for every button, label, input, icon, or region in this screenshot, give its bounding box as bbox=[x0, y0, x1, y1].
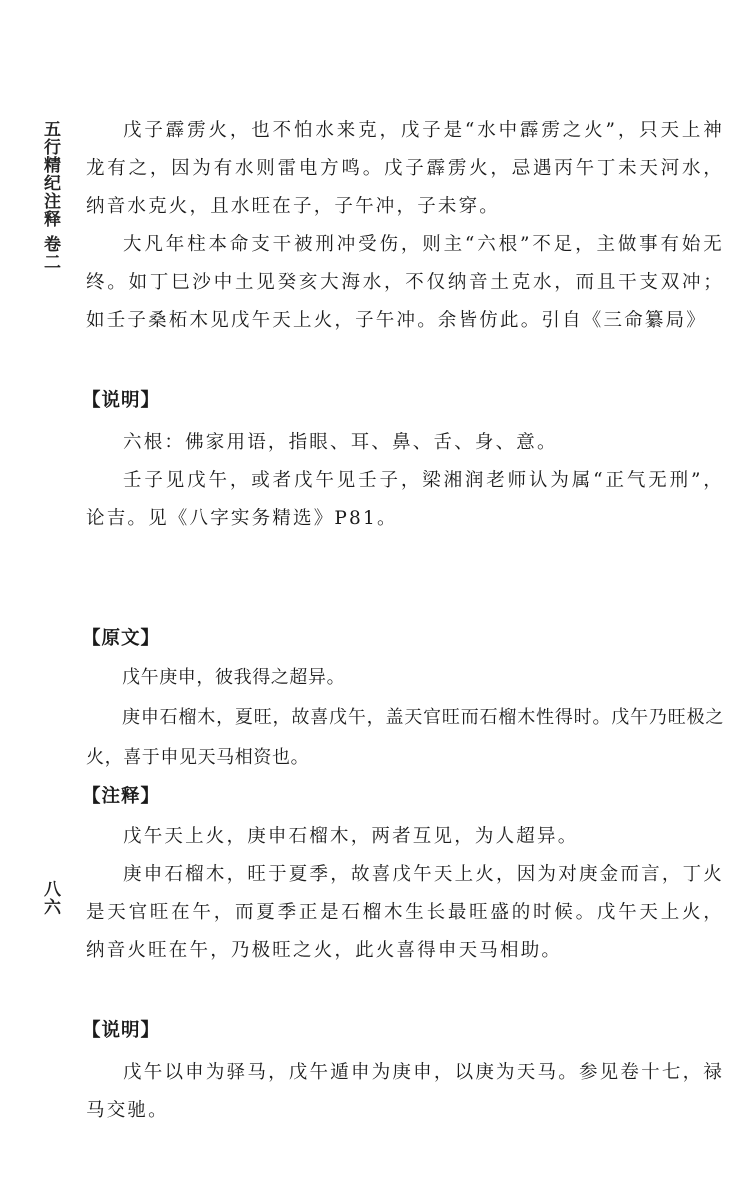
paragraph-2: 大凡年柱本命支干被刑冲受伤，则主“六根”不足，主做事有始无终。如丁巳沙中土见癸亥大海水，不仅纳音土克水，而且干支双冲；如壬子桑柘木见戊午天上火，子午冲。余皆仿此。引自《三命纂局》 bbox=[86, 234, 724, 331]
running-header-title: 五行精纪注释 卷二 bbox=[40, 120, 60, 271]
page-number: 八六 bbox=[40, 880, 60, 916]
note-paragraph-2: 壬子见戊午，或者戊午见壬子，梁湘润老师认为属“正气无刑”，论吉。见《八字实务精选》P81。 bbox=[86, 470, 724, 529]
heading-explanation-1: 【说明】 bbox=[82, 390, 161, 411]
heading-original-text: 【原文】 bbox=[82, 628, 161, 649]
original-paragraph-2: 庚申石榴木，夏旺，故喜戊午，盖天官旺而石榴木性得时。戊午乃旺极之火，喜于申见天马相资也。 bbox=[86, 707, 724, 768]
paragraph-1: 戊子霹雳火，也不怕水来克，戊子是“水中霹雳之火”，只天上神龙有之，因为有水则雷电方鸣。戊子霹雳火，忌遇丙午丁未天河水，纳音水克火，且水旺在子，子午冲，子未穿。 bbox=[86, 120, 724, 217]
heading-annotation: 【注释】 bbox=[82, 786, 161, 807]
explanation-paragraph: 戊午以申为驿马，戊午遁申为庚申，以庚为天马。参见卷十七，禄马交驰。 bbox=[86, 1062, 724, 1121]
original-paragraph-1: 戊午庚申，彼我得之超异。 bbox=[122, 667, 346, 688]
annotation-paragraph-1: 戊午天上火，庚申石榴木，两者互见，为人超异。 bbox=[123, 826, 579, 847]
heading-explanation-2: 【说明】 bbox=[82, 1020, 161, 1041]
note-paragraph-1: 六根：佛家用语，指眼、耳、鼻、舌、身、意。 bbox=[123, 432, 558, 453]
annotation-paragraph-2: 庚申石榴木，旺于夏季，故喜戊午天上火，因为对庚金而言，丁火是天官旺在午，而夏季正是石榴木生长最旺盛的时候。戊午天上火，纳音火旺在午，乃极旺之火，此火喜得申天马相助。 bbox=[86, 864, 724, 961]
